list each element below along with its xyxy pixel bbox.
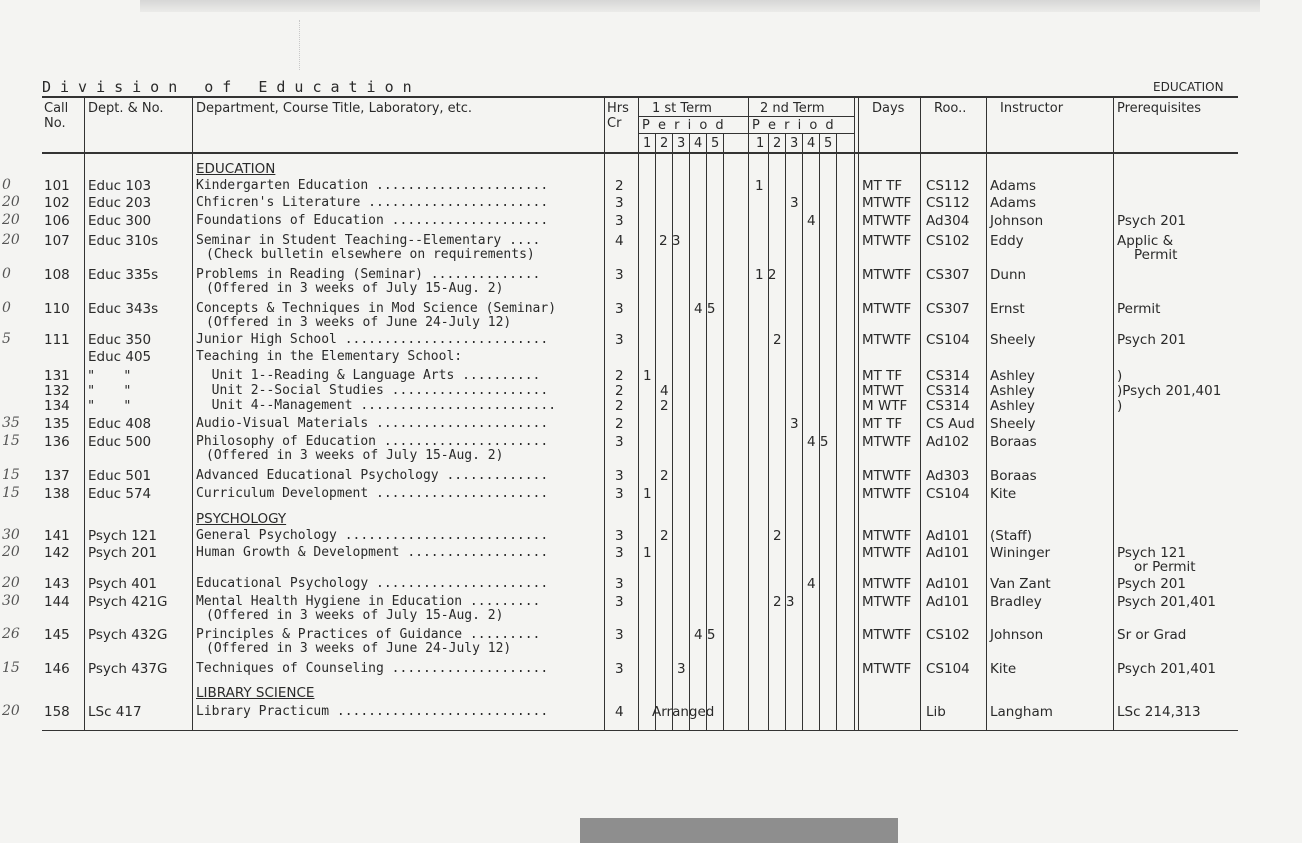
course-title: Foundations of Education .................... — [196, 213, 549, 228]
course-note: (Offered in 3 weeks of July 15-Aug. 2) — [206, 608, 504, 623]
handwritten-margin-note: 0 — [2, 177, 11, 193]
course-title: Mental Health Hygiene in Education ......... — [196, 594, 541, 609]
period-num: 5 — [711, 136, 720, 151]
dept-number: Psych 432G — [88, 627, 168, 643]
col-header-room: Roo.. — [934, 101, 967, 116]
meeting-days: MTWTF — [862, 661, 912, 677]
term1-period: 4 — [660, 383, 669, 399]
credit-hours: 2 — [615, 383, 624, 399]
handwritten-margin-note: 20 — [2, 544, 20, 560]
col-line — [638, 97, 639, 731]
prerequisite: Psych 201,401 — [1117, 661, 1217, 677]
col-line — [836, 134, 837, 731]
dept-number: Educ 350 — [88, 332, 152, 348]
meeting-days: MTWTF — [862, 434, 912, 450]
scan-top-strip — [140, 0, 1260, 12]
meeting-days: MTWTF — [862, 627, 912, 643]
meeting-days: MTWTF — [862, 545, 912, 561]
col-line — [920, 97, 921, 731]
period-num: 3 — [677, 136, 686, 151]
call-number: 158 — [44, 704, 70, 720]
corner-label: EDUCATION — [1153, 80, 1224, 94]
meeting-days: MTWTF — [862, 486, 912, 502]
instructor: Johnson — [990, 213, 1044, 229]
dept-number: Educ 500 — [88, 434, 152, 450]
course-title: General Psychology .......................... — [196, 528, 549, 543]
credit-hours: 4 — [615, 704, 624, 720]
col-line — [986, 97, 987, 731]
handwritten-margin-note: 20 — [2, 575, 20, 591]
period-num: 1 — [643, 136, 652, 151]
meeting-days: MTWTF — [862, 332, 912, 348]
instructor: Bradley — [990, 594, 1042, 610]
call-number: 108 — [44, 267, 70, 283]
call-number: 136 — [44, 434, 70, 450]
section-heading-psychology: PSYCHOLOGY — [196, 511, 287, 527]
call-number: 107 — [44, 233, 70, 249]
dept-number: Psych 437G — [88, 661, 168, 677]
dept-number: Educ 501 — [88, 468, 152, 484]
prerequisite: Permit — [1117, 301, 1161, 317]
term2-period: 4 — [807, 576, 816, 592]
col-header-hrs: Hrs Cr — [607, 101, 629, 131]
instructor: Adams — [990, 178, 1037, 194]
course-title: Educational Psychology ...................... — [196, 576, 549, 591]
term1-period: 2 — [660, 468, 669, 484]
credit-hours: 3 — [615, 627, 624, 643]
call-number: 144 — [44, 594, 70, 610]
instructor: Van Zant — [990, 576, 1051, 592]
term2-period: 3 — [790, 416, 799, 432]
call-number: 110 — [44, 301, 70, 317]
section-heading-library: LIBRARY SCIENCE — [196, 685, 315, 701]
term1-period: 2 3 — [659, 233, 681, 249]
term2-period: 2 3 — [773, 594, 795, 610]
course-title: Unit 2--Social Studies .................... — [196, 383, 549, 398]
credit-hours: 4 — [615, 233, 624, 249]
prerequisite-line2: or Permit — [1134, 559, 1196, 575]
term1-period: 4 5 — [694, 627, 716, 643]
room: CS104 — [926, 332, 970, 348]
room: CS314 — [926, 398, 970, 414]
meeting-days: M WTF — [862, 398, 908, 414]
term1-period: 1 — [643, 368, 652, 384]
course-title: Principles & Practices of Guidance ......... — [196, 627, 541, 642]
call-number: 142 — [44, 545, 70, 561]
instructor: Ernst — [990, 301, 1025, 317]
call-number: 102 — [44, 195, 70, 211]
meeting-days: MT TF — [862, 416, 903, 432]
room: Ad101 — [926, 576, 970, 592]
room: CS314 — [926, 383, 970, 399]
course-title: Audio-Visual Materials ...................... — [196, 416, 549, 431]
col-line — [84, 97, 85, 731]
dept-number: Educ 574 — [88, 486, 152, 502]
instructor: Dunn — [990, 267, 1027, 283]
meeting-days: MT TF — [862, 368, 903, 384]
prerequisite: LSc 214,313 — [1117, 704, 1201, 720]
prerequisite: Psych 201 — [1117, 576, 1186, 592]
prerequisite: Psych 201 — [1117, 332, 1186, 348]
period-num: 5 — [824, 136, 833, 151]
col-line — [1113, 97, 1114, 731]
term1-period: 1 — [643, 486, 652, 502]
dept-number: LSc 417 — [88, 704, 142, 720]
bottom-rule — [42, 730, 1238, 731]
credit-hours: 3 — [615, 434, 624, 450]
credit-hours: 2 — [615, 368, 624, 384]
course-title: Teaching in the Elementary School: — [196, 349, 463, 364]
col-line — [802, 134, 803, 731]
credit-hours: 3 — [615, 468, 624, 484]
credit-hours: 3 — [615, 545, 624, 561]
prerequisite: Sr or Grad — [1117, 627, 1187, 643]
instructor: Eddy — [990, 233, 1024, 249]
call-number: 135 — [44, 416, 70, 432]
section-heading-education: EDUCATION — [196, 161, 276, 177]
call-number: 138 — [44, 486, 70, 502]
course-title: Junior High School .......................... — [196, 332, 549, 347]
period-label-2: P e r i o d — [752, 118, 836, 133]
call-number: 146 — [44, 661, 70, 677]
handwritten-margin-note: 15 — [2, 467, 20, 483]
room: CS112 — [926, 195, 970, 211]
dept-number: Psych 121 — [88, 528, 157, 544]
credit-hours: 3 — [615, 576, 624, 592]
handwritten-margin-note: 15 — [2, 433, 20, 449]
instructor: Johnson — [990, 627, 1044, 643]
col-header-instructor: Instructor — [1000, 101, 1064, 116]
course-note: (Offered in 3 weeks of July 15-Aug. 2) — [206, 448, 504, 463]
meeting-days: MT TF — [862, 178, 903, 194]
prerequisite: Psych 201 — [1117, 213, 1186, 229]
handwritten-margin-note: 30 — [2, 527, 20, 543]
prerequisite: Psych 121 — [1117, 545, 1186, 561]
course-title: Chficren's Literature ....................... — [196, 195, 549, 210]
handwritten-margin-note: 15 — [2, 485, 20, 501]
period-rule — [638, 133, 854, 134]
term2-period: 1 — [755, 178, 764, 194]
col-header-days: Days — [872, 101, 905, 116]
room: Ad304 — [926, 213, 970, 229]
prerequisite: ) — [1117, 398, 1123, 414]
credit-hours: 3 — [615, 528, 624, 544]
course-title: Human Growth & Development .................. — [196, 545, 549, 560]
term1-period: 1 — [643, 545, 652, 561]
prerequisite: )Psych 201,401 — [1117, 383, 1222, 399]
course-note: (Offered in 3 weeks of July 15-Aug. 2) — [206, 281, 504, 296]
page-title: Division of Education — [42, 78, 421, 96]
col-line — [655, 134, 656, 731]
dept-number: " " — [88, 383, 131, 399]
top-rule — [42, 96, 1238, 98]
handwritten-margin-note: 20 — [2, 212, 20, 228]
term2-period: 1 2 — [755, 267, 777, 283]
instructor: Kite — [990, 486, 1017, 502]
instructor: (Staff) — [990, 528, 1032, 544]
dept-number: Educ 405 — [88, 349, 152, 365]
handwritten-margin-note: 20 — [2, 232, 20, 248]
course-title: Problems in Reading (Seminar) .............. — [196, 267, 541, 282]
room: Ad101 — [926, 545, 970, 561]
instructor: Sheely — [990, 332, 1036, 348]
dept-number: Psych 401 — [88, 576, 157, 592]
credit-hours: 3 — [615, 213, 624, 229]
term1-period: Arranged — [652, 704, 715, 720]
credit-hours: 3 — [615, 267, 624, 283]
course-note: (Offered in 3 weeks of June 24-July 12) — [206, 315, 512, 330]
course-title: Unit 1--Reading & Language Arts .......... — [196, 368, 541, 383]
course-note: (Check bulletin elsewhere on requirements) — [206, 247, 535, 262]
dept-number: Educ 310s — [88, 233, 159, 249]
credit-hours: 2 — [615, 178, 624, 194]
dept-number: Educ 343s — [88, 301, 159, 317]
credit-hours: 2 — [615, 416, 624, 432]
col-line — [854, 97, 855, 731]
term2-period: 2 — [773, 332, 782, 348]
prerequisite: Psych 201,401 — [1117, 594, 1217, 610]
call-number: 132 — [44, 383, 70, 399]
instructor: Ashley — [990, 368, 1035, 384]
credit-hours: 3 — [615, 332, 624, 348]
dept-number: Educ 408 — [88, 416, 152, 432]
call-number: 137 — [44, 468, 70, 484]
room: CS307 — [926, 267, 970, 283]
meeting-days: MTWTF — [862, 301, 912, 317]
period-num: 1 — [756, 136, 765, 151]
handwritten-margin-note: 0 — [2, 266, 11, 282]
room: Ad303 — [926, 468, 970, 484]
meeting-days: MTWTF — [862, 195, 912, 211]
call-number: 106 — [44, 213, 70, 229]
meeting-days: MTWTF — [862, 594, 912, 610]
handwritten-margin-note: 30 — [2, 593, 20, 609]
period-num: 4 — [694, 136, 703, 151]
course-title: Seminar in Student Teaching--Elementary .... — [196, 233, 541, 248]
col-header-call: Call No. — [44, 101, 69, 131]
credit-hours: 3 — [615, 486, 624, 502]
call-number: 111 — [44, 332, 70, 348]
handwritten-margin-note: 20 — [2, 194, 20, 210]
col-line — [768, 134, 769, 731]
call-number: 145 — [44, 627, 70, 643]
col-line — [689, 134, 690, 731]
col-line — [785, 134, 786, 731]
handwritten-margin-note: 5 — [2, 331, 11, 347]
col-header-term1: 1 st Term — [652, 101, 712, 116]
room: Ad101 — [926, 528, 970, 544]
room: CS Aud — [926, 416, 975, 432]
course-title: Concepts & Techniques in Mod Science (Seminar) — [196, 301, 557, 316]
credit-hours: 3 — [615, 195, 624, 211]
instructor: Boraas — [990, 468, 1037, 484]
term2-period: 2 — [773, 528, 782, 544]
period-num: 2 — [660, 136, 669, 151]
instructor: Boraas — [990, 434, 1037, 450]
header-rule — [42, 152, 1238, 154]
call-number: 141 — [44, 528, 70, 544]
meeting-days: MTWTF — [862, 267, 912, 283]
term-rule — [638, 116, 854, 117]
room: CS314 — [926, 368, 970, 384]
handwritten-margin-note: 35 — [2, 415, 20, 431]
col-line — [748, 97, 749, 731]
meeting-days: MTWTF — [862, 213, 912, 229]
dept-number: " " — [88, 368, 131, 384]
instructor: Ashley — [990, 398, 1035, 414]
term1-period: 4 5 — [694, 301, 716, 317]
instructor: Adams — [990, 195, 1037, 211]
handwritten-margin-note: 26 — [2, 626, 20, 642]
room: CS102 — [926, 233, 970, 249]
col-header-term2: 2 nd Term — [760, 101, 825, 116]
col-header-dept: Dept. & No. — [88, 101, 164, 116]
room: CS112 — [926, 178, 970, 194]
call-number: 134 — [44, 398, 70, 414]
instructor: Kite — [990, 661, 1017, 677]
room: Ad101 — [926, 594, 970, 610]
course-title: Curriculum Development ...................... — [196, 486, 549, 501]
handwritten-margin-note: 0 — [2, 300, 11, 316]
instructor: Sheely — [990, 416, 1036, 432]
call-number: 143 — [44, 576, 70, 592]
term1-period: 2 — [660, 398, 669, 414]
course-title: Library Practicum ........................... — [196, 704, 549, 719]
term2-period: 4 — [807, 213, 816, 229]
handwritten-margin-note: 20 — [2, 703, 20, 719]
room: Lib — [926, 704, 946, 720]
meeting-days: MTWTF — [862, 528, 912, 544]
prerequisite: Applic & — [1117, 233, 1174, 249]
course-note: (Offered in 3 weeks of June 24-July 12) — [206, 641, 512, 656]
instructor: Langham — [990, 704, 1053, 720]
prerequisite-line2: Permit — [1134, 247, 1178, 263]
col-line — [723, 134, 724, 731]
term1-period: 2 — [660, 528, 669, 544]
meeting-days: MTWTF — [862, 233, 912, 249]
dept-number: Educ 335s — [88, 267, 159, 283]
handwritten-margin-note: 15 — [2, 660, 20, 676]
course-title: Kindergarten Education ...................... — [196, 178, 549, 193]
period-num: 4 — [807, 136, 816, 151]
room: CS307 — [926, 301, 970, 317]
dept-number: " " — [88, 398, 131, 414]
dept-number: Educ 203 — [88, 195, 152, 211]
term1-period: 3 — [677, 661, 686, 677]
dept-number: Psych 421G — [88, 594, 168, 610]
meeting-days: MTWT — [862, 383, 904, 399]
col-line — [819, 134, 820, 731]
instructor: Wininger — [990, 545, 1051, 561]
col-line — [192, 97, 193, 731]
col-line — [604, 97, 605, 731]
prerequisite: ) — [1117, 368, 1123, 384]
credit-hours: 3 — [615, 594, 624, 610]
credit-hours: 2 — [615, 398, 624, 414]
period-num: 3 — [790, 136, 799, 151]
dept-number: Psych 201 — [88, 545, 157, 561]
call-number: 131 — [44, 368, 70, 384]
course-title: Philosophy of Education ..................... — [196, 434, 549, 449]
period-num: 2 — [773, 136, 782, 151]
room: Ad102 — [926, 434, 970, 450]
call-number: 101 — [44, 178, 70, 194]
meeting-days: MTWTF — [862, 576, 912, 592]
instructor: Ashley — [990, 383, 1035, 399]
col-header-prereq: Prerequisites — [1117, 101, 1202, 116]
course-title: Advanced Educational Psychology ............. — [196, 468, 549, 483]
dept-number: Educ 103 — [88, 178, 152, 194]
col-header-course: Department, Course Title, Laboratory, etc. — [196, 101, 473, 116]
col-line — [672, 134, 673, 731]
room: CS104 — [926, 486, 970, 502]
room: CS104 — [926, 661, 970, 677]
scan-artifact — [299, 20, 303, 70]
course-title: Unit 4--Management ......................... — [196, 398, 557, 413]
course-title: Techniques of Counseling .................... — [196, 661, 549, 676]
term2-period: 4 5 — [807, 434, 829, 450]
term2-period: 3 — [790, 195, 799, 211]
period-label-1: P e r i o d — [642, 118, 726, 133]
credit-hours: 3 — [615, 301, 624, 317]
dept-number: Educ 300 — [88, 213, 152, 229]
col-line — [858, 97, 859, 731]
room: CS102 — [926, 627, 970, 643]
scan-bottom-bar — [580, 818, 898, 843]
meeting-days: MTWTF — [862, 468, 912, 484]
credit-hours: 3 — [615, 661, 624, 677]
